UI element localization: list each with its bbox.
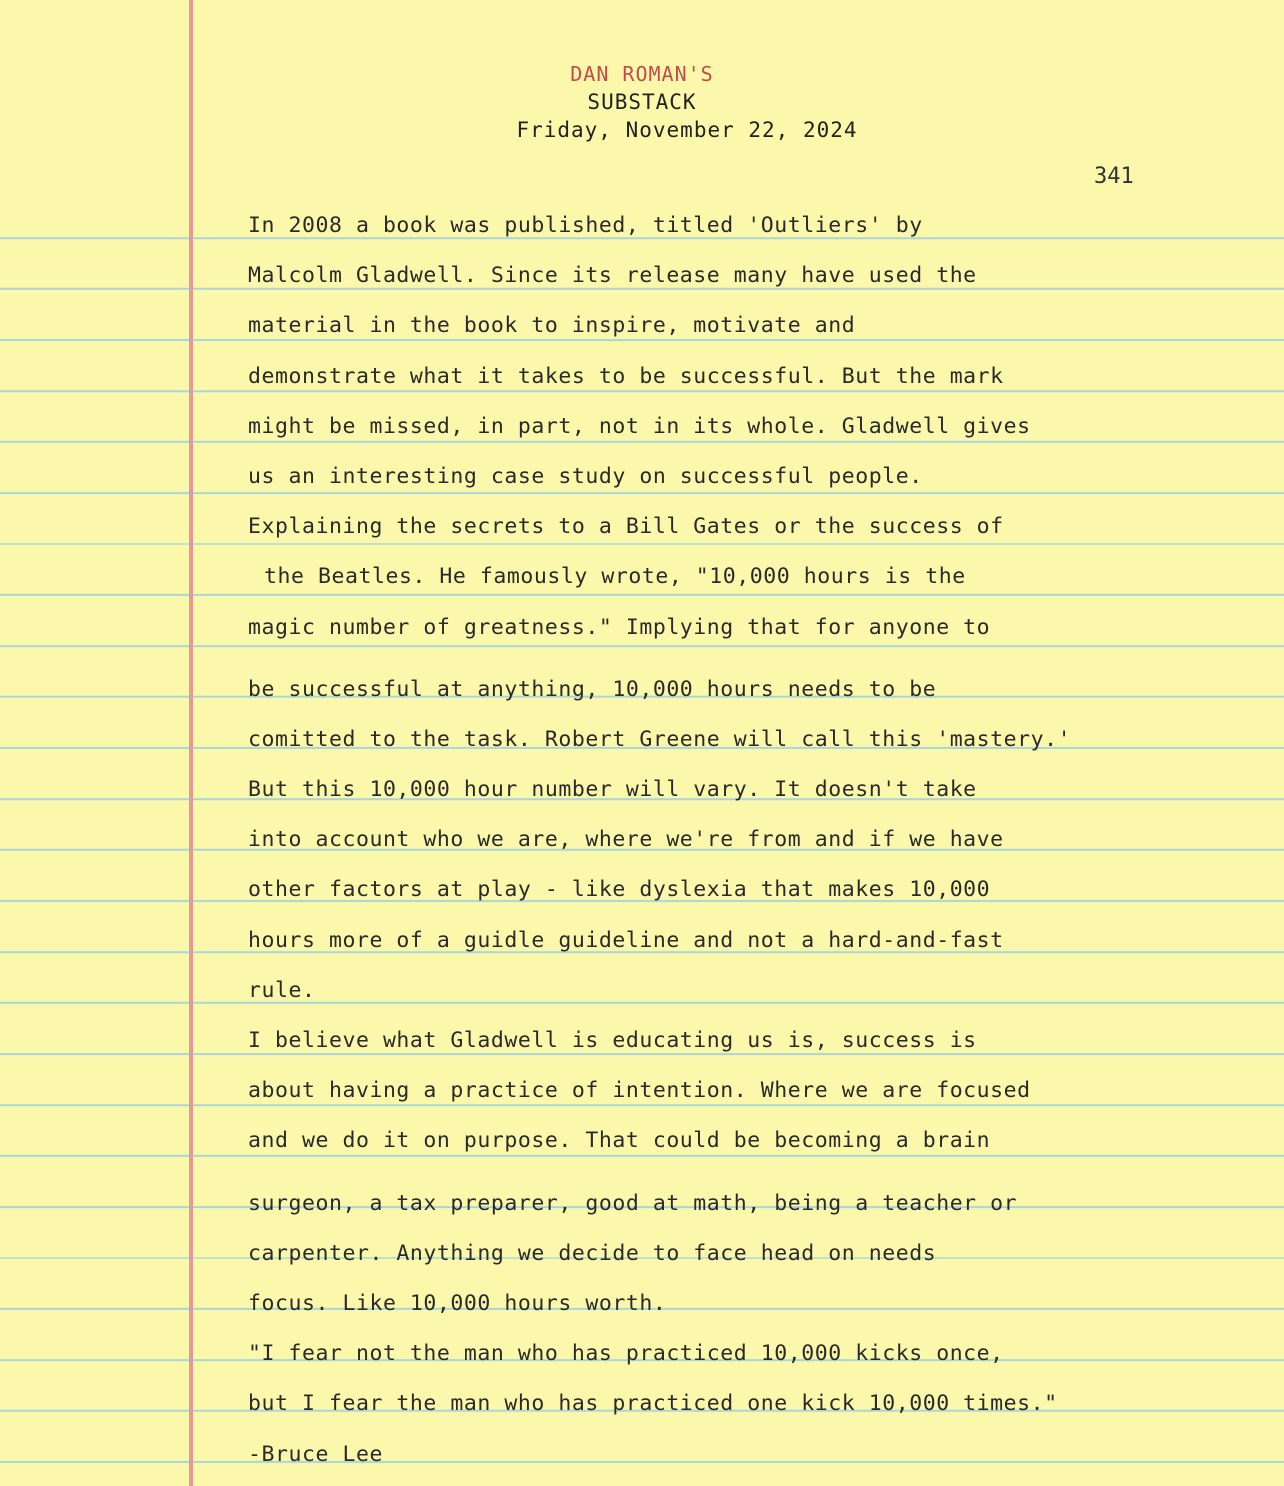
text-line: In 2008 a book was published, titled 'Outliers' by — [248, 213, 923, 238]
text-line: Explaining the secrets to a Bill Gates or the success of — [248, 514, 1004, 540]
text-line: Malcolm Gladwell. Since its release many have used the — [248, 263, 977, 289]
text-line: hours more of a guidle guideline and not a hard-and-fast — [248, 927, 1004, 953]
text-line: carpenter. Anything we decide to face head on needs — [248, 1240, 937, 1266]
text-line: rule. — [248, 977, 316, 1003]
publication-name: SUBSTACK — [587, 90, 697, 114]
text-line: comitted to the task. Robert Greene will call this 'mastery.' — [248, 726, 1072, 752]
text-line: us an interesting case study on successful people. — [248, 463, 923, 489]
text-line: magic number of greatness." Implying that for anyone to — [248, 614, 991, 640]
post-date: Friday, November 22, 2024 — [516, 118, 858, 142]
page-number: 341 — [1094, 164, 1134, 189]
quote-attribution: -Bruce Lee — [248, 1441, 383, 1467]
body-text — [248, 204, 1188, 1483]
text-line: be successful at anything, 10,000 hours needs to be — [248, 676, 937, 702]
text-line: material in the book to inspire, motivate and — [248, 313, 856, 339]
text-line: the Beatles. He famously wrote, "10,000 hours is the — [264, 564, 966, 590]
text-line: demonstrate what it takes to be successful. But the mark — [248, 363, 1004, 389]
text-line: about having a practice of intention. Where we are focused — [248, 1078, 1031, 1104]
text-line: into account who we are, where we're from and if we have — [248, 827, 1004, 853]
text-line: focus. Like 10,000 hours worth. — [248, 1290, 667, 1316]
text-line: surgeon, a tax preparer, good at math, being a teacher or — [248, 1190, 1018, 1216]
text-line: I believe what Gladwell is educating us is, success is — [248, 1028, 977, 1053]
margin-line — [189, 0, 193, 1486]
text-line: But this 10,000 hour number will vary. It doesn't take — [248, 777, 977, 803]
quote-line: but I fear the man who has practiced one kick 10,000 times." — [248, 1391, 1058, 1417]
quote-line: "I fear not the man who has practiced 10,000 kicks once, — [248, 1341, 1004, 1367]
text-line: other factors at play - like dyslexia that makes 10,000 — [248, 877, 991, 903]
text-line: and we do it on purpose. That could be becoming a brain — [248, 1128, 991, 1154]
brand-name: DAN ROMAN'S — [570, 62, 714, 86]
text-line: might be missed, in part, not in its whole. Gladwell gives — [248, 413, 1031, 439]
letterhead — [0, 60, 1284, 144]
